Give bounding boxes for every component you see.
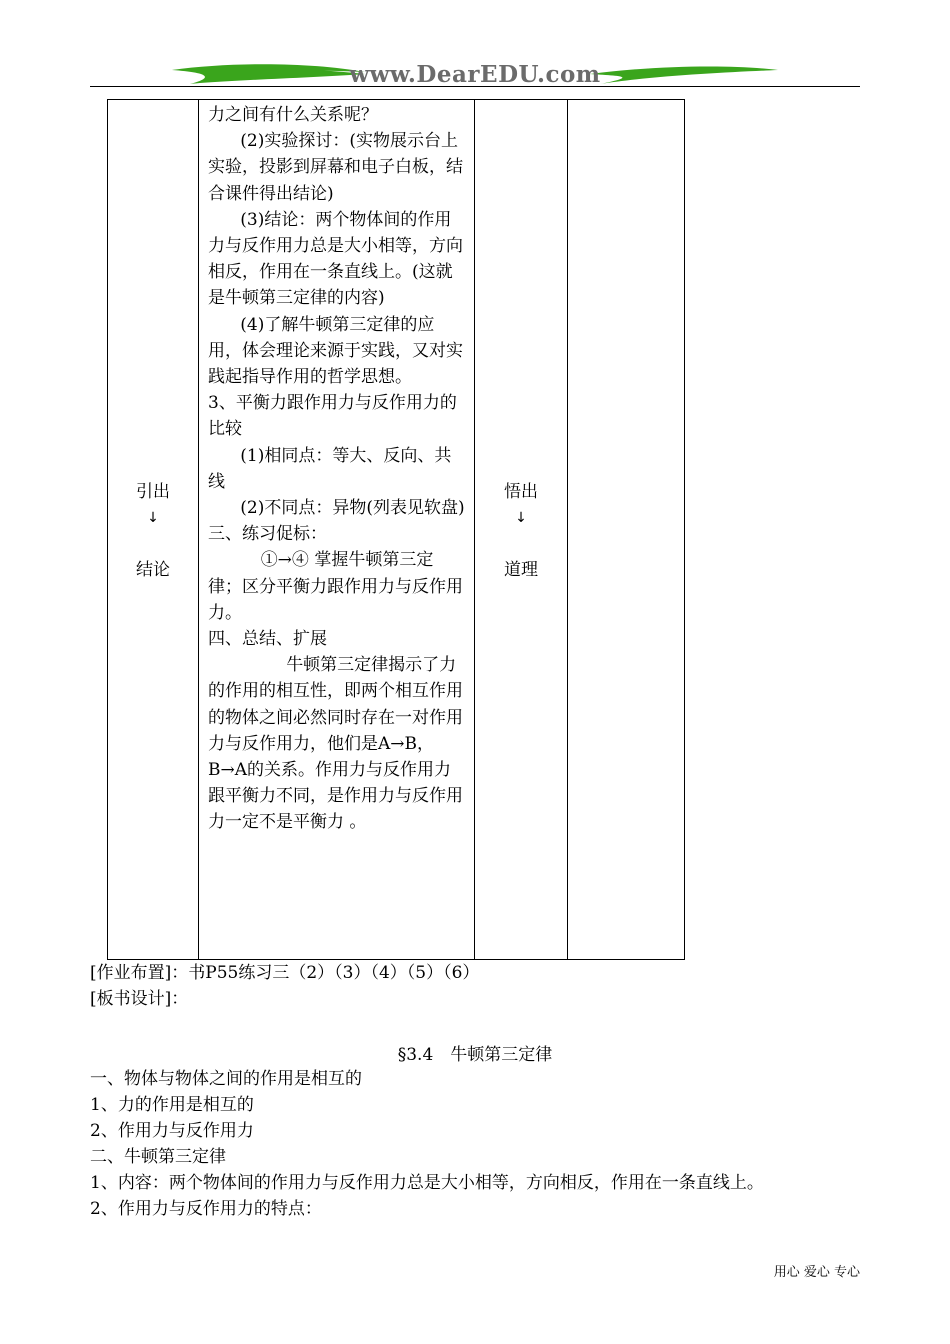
content-paragraph: 四、总结、扩展 <box>208 629 327 650</box>
step-cell <box>108 100 199 960</box>
content-paragraph: 力之间有什么关系呢？ <box>208 105 378 125</box>
board-line: 2、作用力与反作用力 <box>90 1121 254 1141</box>
board-line: 2、作用力与反作用力的特点： <box>90 1199 322 1219</box>
content-paragraph: (4)了解牛顿第三定律的应用，体会理论来源于实践，又对实践起指导作用的哲学思想。 <box>208 314 463 388</box>
content-text <box>199 100 474 836</box>
notes-cell <box>568 100 685 960</box>
board-line: 1、力的作用是相互的 <box>90 1095 254 1115</box>
header-logo <box>170 58 780 94</box>
board-line: 1、内容：两个物体间的作用力与反作用力总是大小相等，方向相反，作用在一条直线上。 <box>90 1173 764 1193</box>
content-paragraph: (3)结论：两个物体间的作用力与反作用力总是大小相等，方向相反，作用在一条直线上。(这就是牛顿第三定律的内容) <box>208 209 463 309</box>
content-paragraph: 三、练习促标： <box>208 524 327 545</box>
section-title: §3.4 牛顿第三定律 <box>397 1045 553 1065</box>
footer-text: 用心 爱心 专心 <box>773 1265 860 1280</box>
lesson-table <box>107 99 685 960</box>
board-line: 一、物体与物体之间的作用是相互的 <box>90 1069 362 1089</box>
down-arrow-icon: ↓ <box>147 510 159 526</box>
outcome-label-top: 悟出 <box>504 482 538 502</box>
step-label-top: 引出 <box>136 482 170 502</box>
down-arrow-icon: ↓ <box>515 510 527 526</box>
step-label-bottom: 结论 <box>136 560 170 580</box>
content-paragraph: 3、平衡力跟作用力与反作用力的比较 <box>208 393 457 440</box>
content-paragraph: (2)不同点：异物(列表见软盘) <box>240 498 465 519</box>
homework-line: [作业布置]：书P55练习三（2）（3）（4）（5）（6） <box>90 963 480 983</box>
content-paragraph: (1)相同点：等大、反向、共线 <box>208 445 452 492</box>
content-paragraph: (2)实验探讨：(实物展示台上实验，投影到屏幕和电子白板，结合课件得出结论) <box>208 131 463 204</box>
board-design-label: [板书设计]： <box>90 989 189 1009</box>
content-cell <box>199 100 475 960</box>
content-paragraph: ①→④ 掌握牛顿第三定律；区分平衡力跟作用力与反作用力。 <box>208 550 463 623</box>
outcome-cell <box>475 100 568 960</box>
content-paragraph: 牛顿第三定律揭示了力的作用的相互性，即两个相互作用的物体之间必然同时存在一对作用力与反作用力，他们是A→B，B→A的关系。作用力与反作用力跟平衡力不同，是作用力与反作用力一定不是平衡力 。 <box>208 655 463 833</box>
header-rule <box>90 86 860 87</box>
logo-text: www.DearEDU.com <box>349 61 601 88</box>
outcome-label-bottom: 道理 <box>504 560 538 580</box>
board-line: 二、牛顿第三定律 <box>90 1147 226 1167</box>
